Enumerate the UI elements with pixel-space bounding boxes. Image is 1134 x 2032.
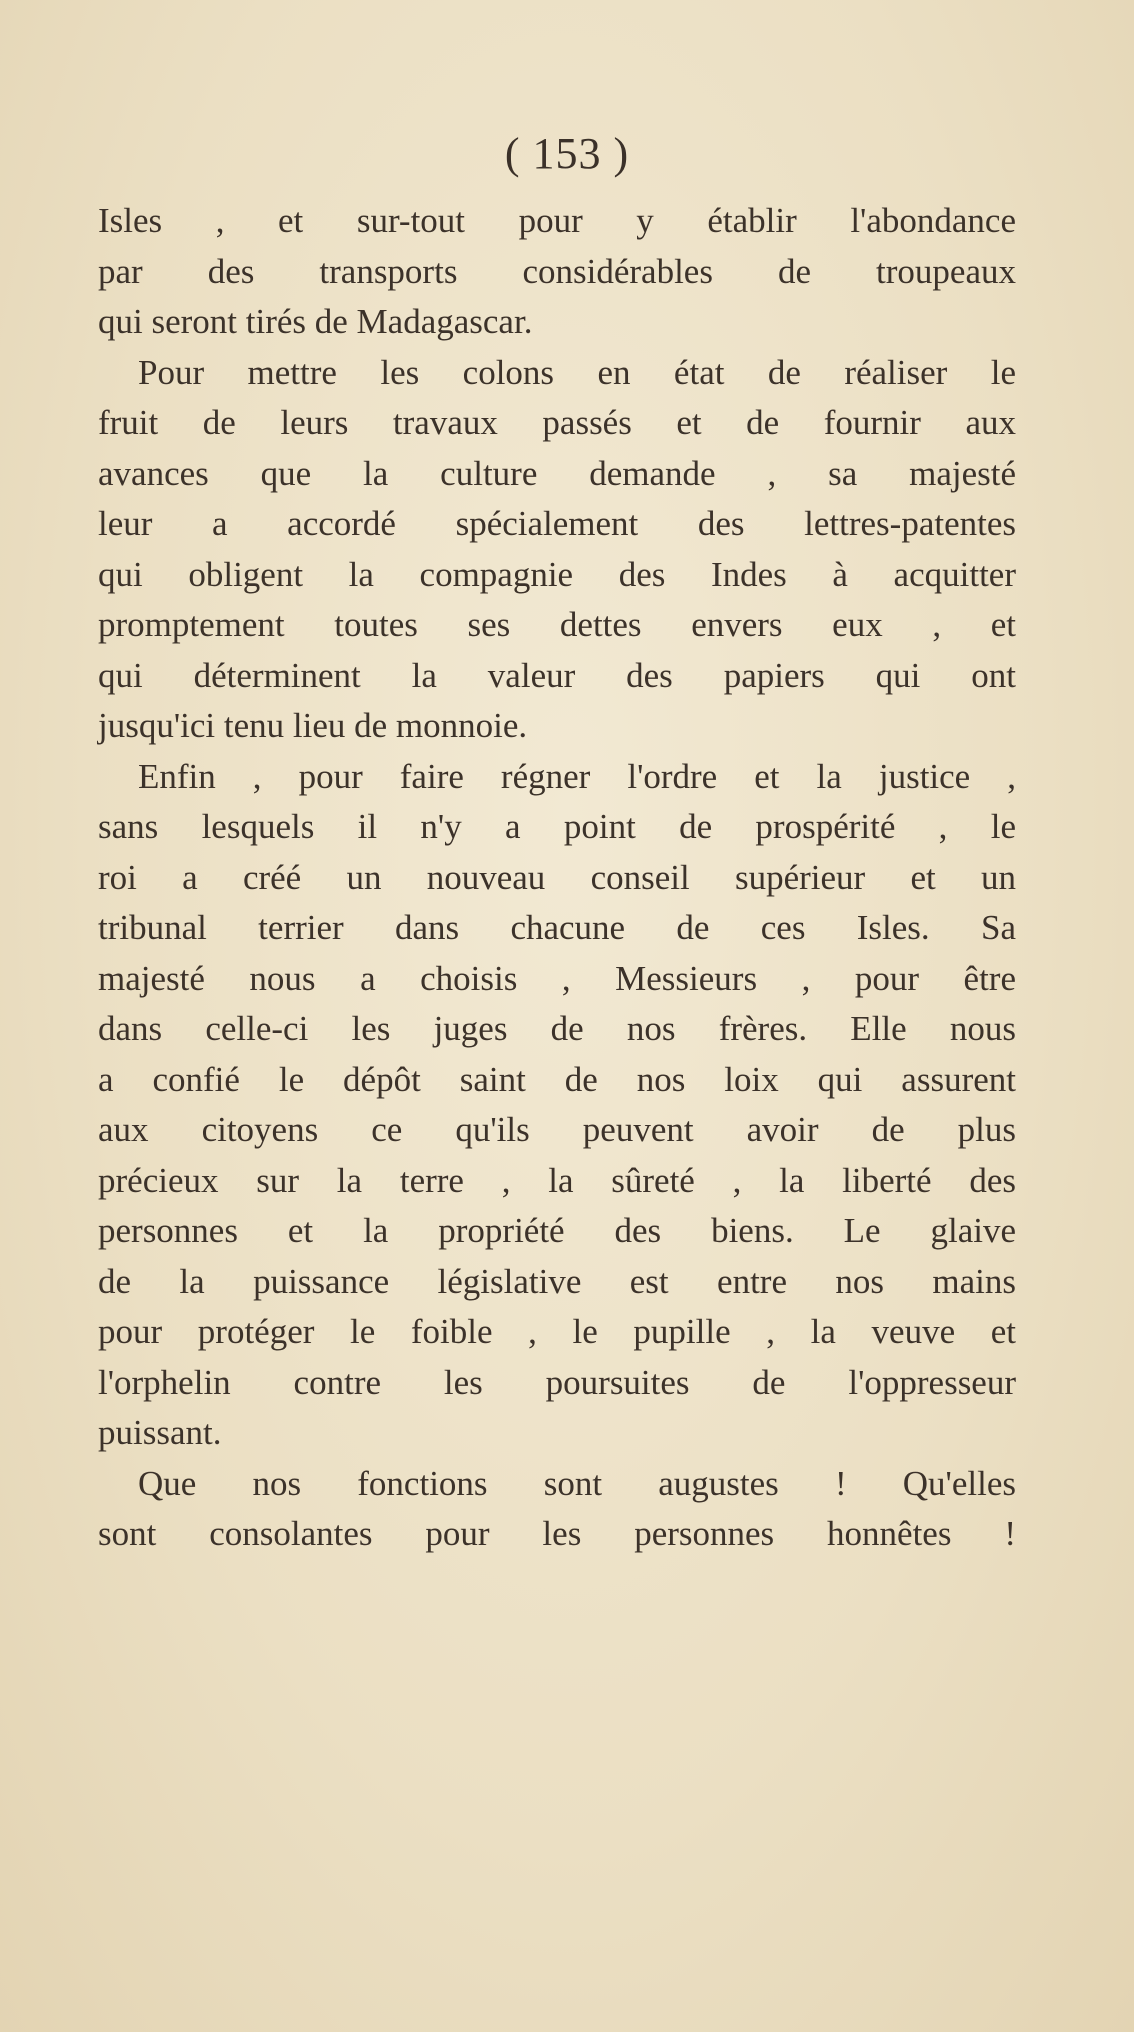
- paragraph: [98, 1459, 1016, 1560]
- text-line: sont consolantes pour les personnes honnêtes !: [98, 1514, 1016, 1553]
- text-line: jusqu'ici tenu lieu de monnoie.: [98, 706, 528, 745]
- text-line: promptement toutes ses dettes envers eux , et: [98, 605, 1016, 644]
- text-line: Isles , et sur-tout pour y établir l'abondance: [98, 201, 1016, 240]
- paragraph: [98, 752, 1016, 1459]
- text-line: aux citoyens ce qu'ils peuvent avoir de plus: [98, 1110, 1016, 1149]
- text-line: fruit de leurs travaux passés et de fournir aux: [98, 403, 1016, 442]
- text-line: par des transports considérables de troupeaux: [98, 251, 1016, 291]
- text-line: sans lesquels il n'y a point de prospérité , le: [98, 807, 1016, 846]
- text-line: qui obligent la compagnie des Indes à acquitter: [98, 554, 1016, 594]
- text-line: de la puissance législative est entre nos mains: [98, 1261, 1016, 1301]
- text-line: qui déterminent la valeur des papiers qui ont: [98, 655, 1016, 695]
- text-line: roi a créé un nouveau conseil supérieur et un: [98, 857, 1016, 897]
- text-line: pour protéger le foible , le pupille , la veuve et: [98, 1312, 1016, 1351]
- text-line: Pour mettre les colons en état de réaliser le: [138, 352, 1016, 392]
- page-text: [98, 196, 1016, 1560]
- text-line: a confié le dépôt saint de nos loix qui assurent: [98, 1059, 1016, 1099]
- text-line: précieux sur la terre , la sûreté , la liberté des: [98, 1160, 1016, 1200]
- paragraph: [98, 348, 1016, 752]
- text-line: personnes et la propriété des biens. Le glaive: [98, 1211, 1016, 1250]
- text-line: majesté nous a choisis , Messieurs , pour être: [98, 958, 1016, 998]
- paragraph: [98, 196, 1016, 348]
- text-line: Que nos fonctions sont augustes ! Qu'elles: [138, 1463, 1016, 1503]
- text-line: dans celle-ci les juges de nos frères. Elle nous: [98, 1009, 1016, 1048]
- text-line: qui seront tirés de Madagascar.: [98, 302, 533, 341]
- text-line: leur a accordé spécialement des lettres-patentes: [98, 504, 1016, 543]
- text-line: puissant.: [98, 1413, 222, 1452]
- text-line: Enfin , pour faire régner l'ordre et la justice ,: [138, 756, 1016, 796]
- text-line: avances que la culture demande , sa majesté: [98, 453, 1016, 493]
- text-line: l'orphelin contre les poursuites de l'oppresseur: [98, 1362, 1016, 1402]
- text-line: tribunal terrier dans chacune de ces Isles. Sa: [98, 908, 1016, 947]
- page-number: ( 153 ): [504, 129, 630, 178]
